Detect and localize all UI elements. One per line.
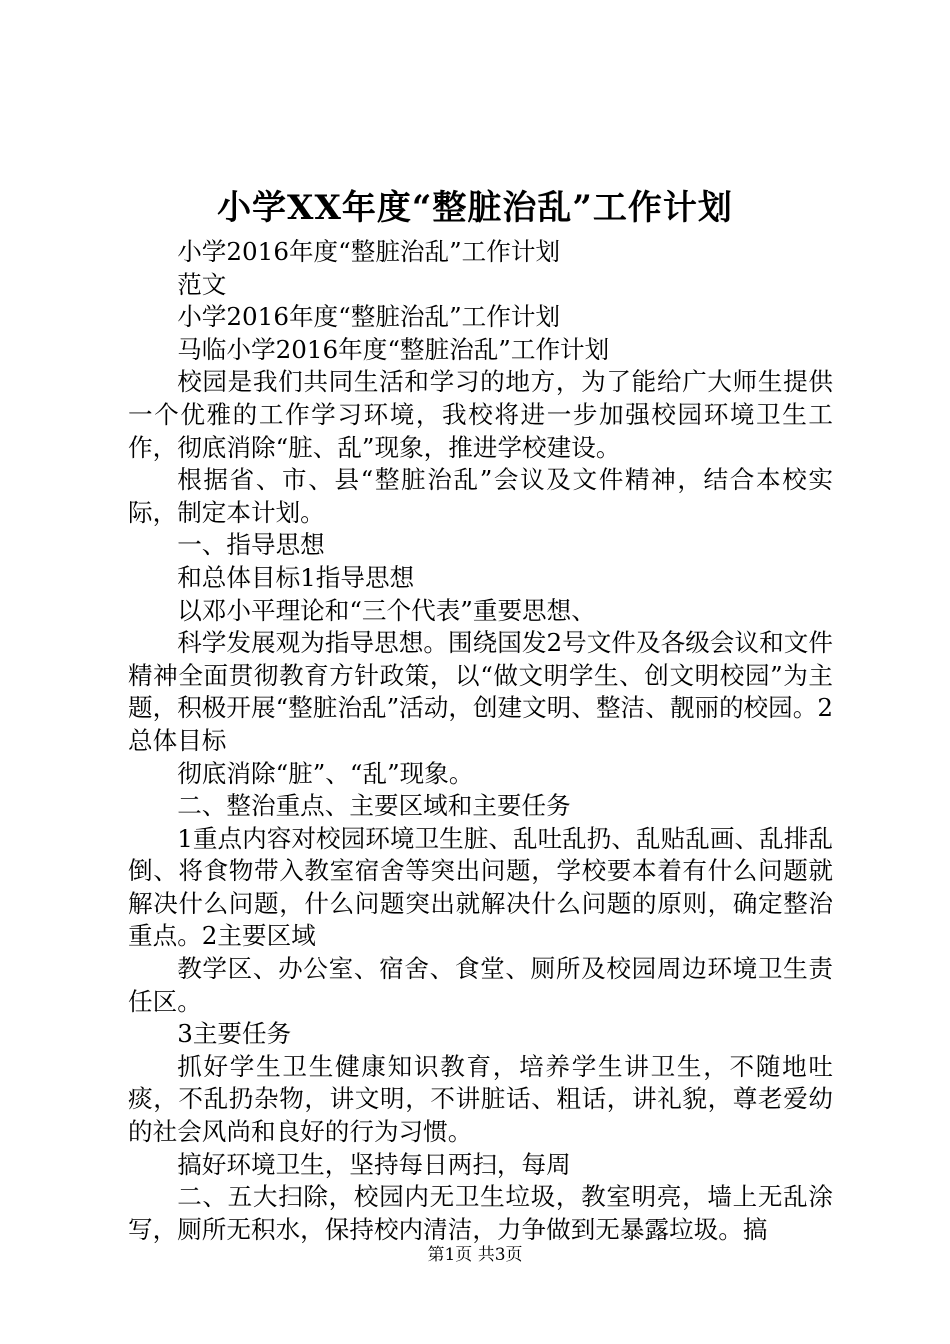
paragraph: 科学发展观为指导思想。围绕国发2号文件及各级会议和文件精神全面贯彻教育方针政策，以“做文明学生、创文明校园”为主题，积极开展“整脏治乱”活动，创建文明、整洁、靓丽的校园。2总体目标 [128,628,833,755]
paragraph: 小学2016年度“整脏治乱”工作计划 [177,302,561,332]
paragraph: 马临小学2016年度“整脏治乱”工作计划 [177,334,610,364]
paragraph: 以邓小平理论和“三个代表”重要思想、 [177,595,596,625]
page-number-footer: 第1页 共3页 [427,1245,523,1265]
paragraph: 和总体目标1指导思想 [177,562,415,592]
paragraph: 1重点内容对校园环境卫生脏、乱吐乱扔、乱贴乱画、乱排乱倒、将食物带入教室宿舍等突出问题，学校要本着有什么问题就解决什么问题，什么问题突出就解决什么问题的原则，确定整治重点。2主要区域 [128,823,833,951]
paragraph: 3主要任务 [177,1019,292,1049]
paragraph: 根据省、市、县“整脏治乱”会议及文件精神，结合本校实际，制定本计划。 [128,465,833,527]
document-body [128,236,833,1246]
section-heading: 一、指导思想 [177,530,325,560]
paragraph: 范文 [177,269,227,299]
paragraph: 校园是我们共同生活和学习的地方，为了能给广大师生提供一个优雅的工作学习环境，我校将进一步加强校园环境卫生工作，彻底消除“脏、乱”现象，推进学校建设。 [128,367,833,462]
paragraph: 教学区、办公室、宿舍、食堂、厕所及校园周边环境卫生责任区。 [128,954,833,1016]
paragraph: 彻底消除“脏”、“乱”现象。 [177,758,474,788]
section-heading: 二、整治重点、主要区域和主要任务 [177,791,571,821]
document-title: 小学XX年度“整脏治乱”工作计划 [217,188,733,228]
paragraph: 抓好学生卫生健康知识教育，培养学生讲卫生，不随地吐痰，不乱扔杂物，讲文明，不讲脏话、粗话，讲礼貌，尊老爱幼的社会风尚和良好的行为习惯。 [128,1051,833,1147]
paragraph: 二、五大扫除，校园内无卫生垃圾，教室明亮，墙上无乱涂写，厕所无积水，保持校内清洁，力争做到无暴露垃圾。搞 [128,1182,833,1244]
paragraph: 搞好环境卫生，坚持每日两扫，每周 [177,1149,571,1179]
paragraph: 小学2016年度“整脏治乱”工作计划 [177,237,561,266]
